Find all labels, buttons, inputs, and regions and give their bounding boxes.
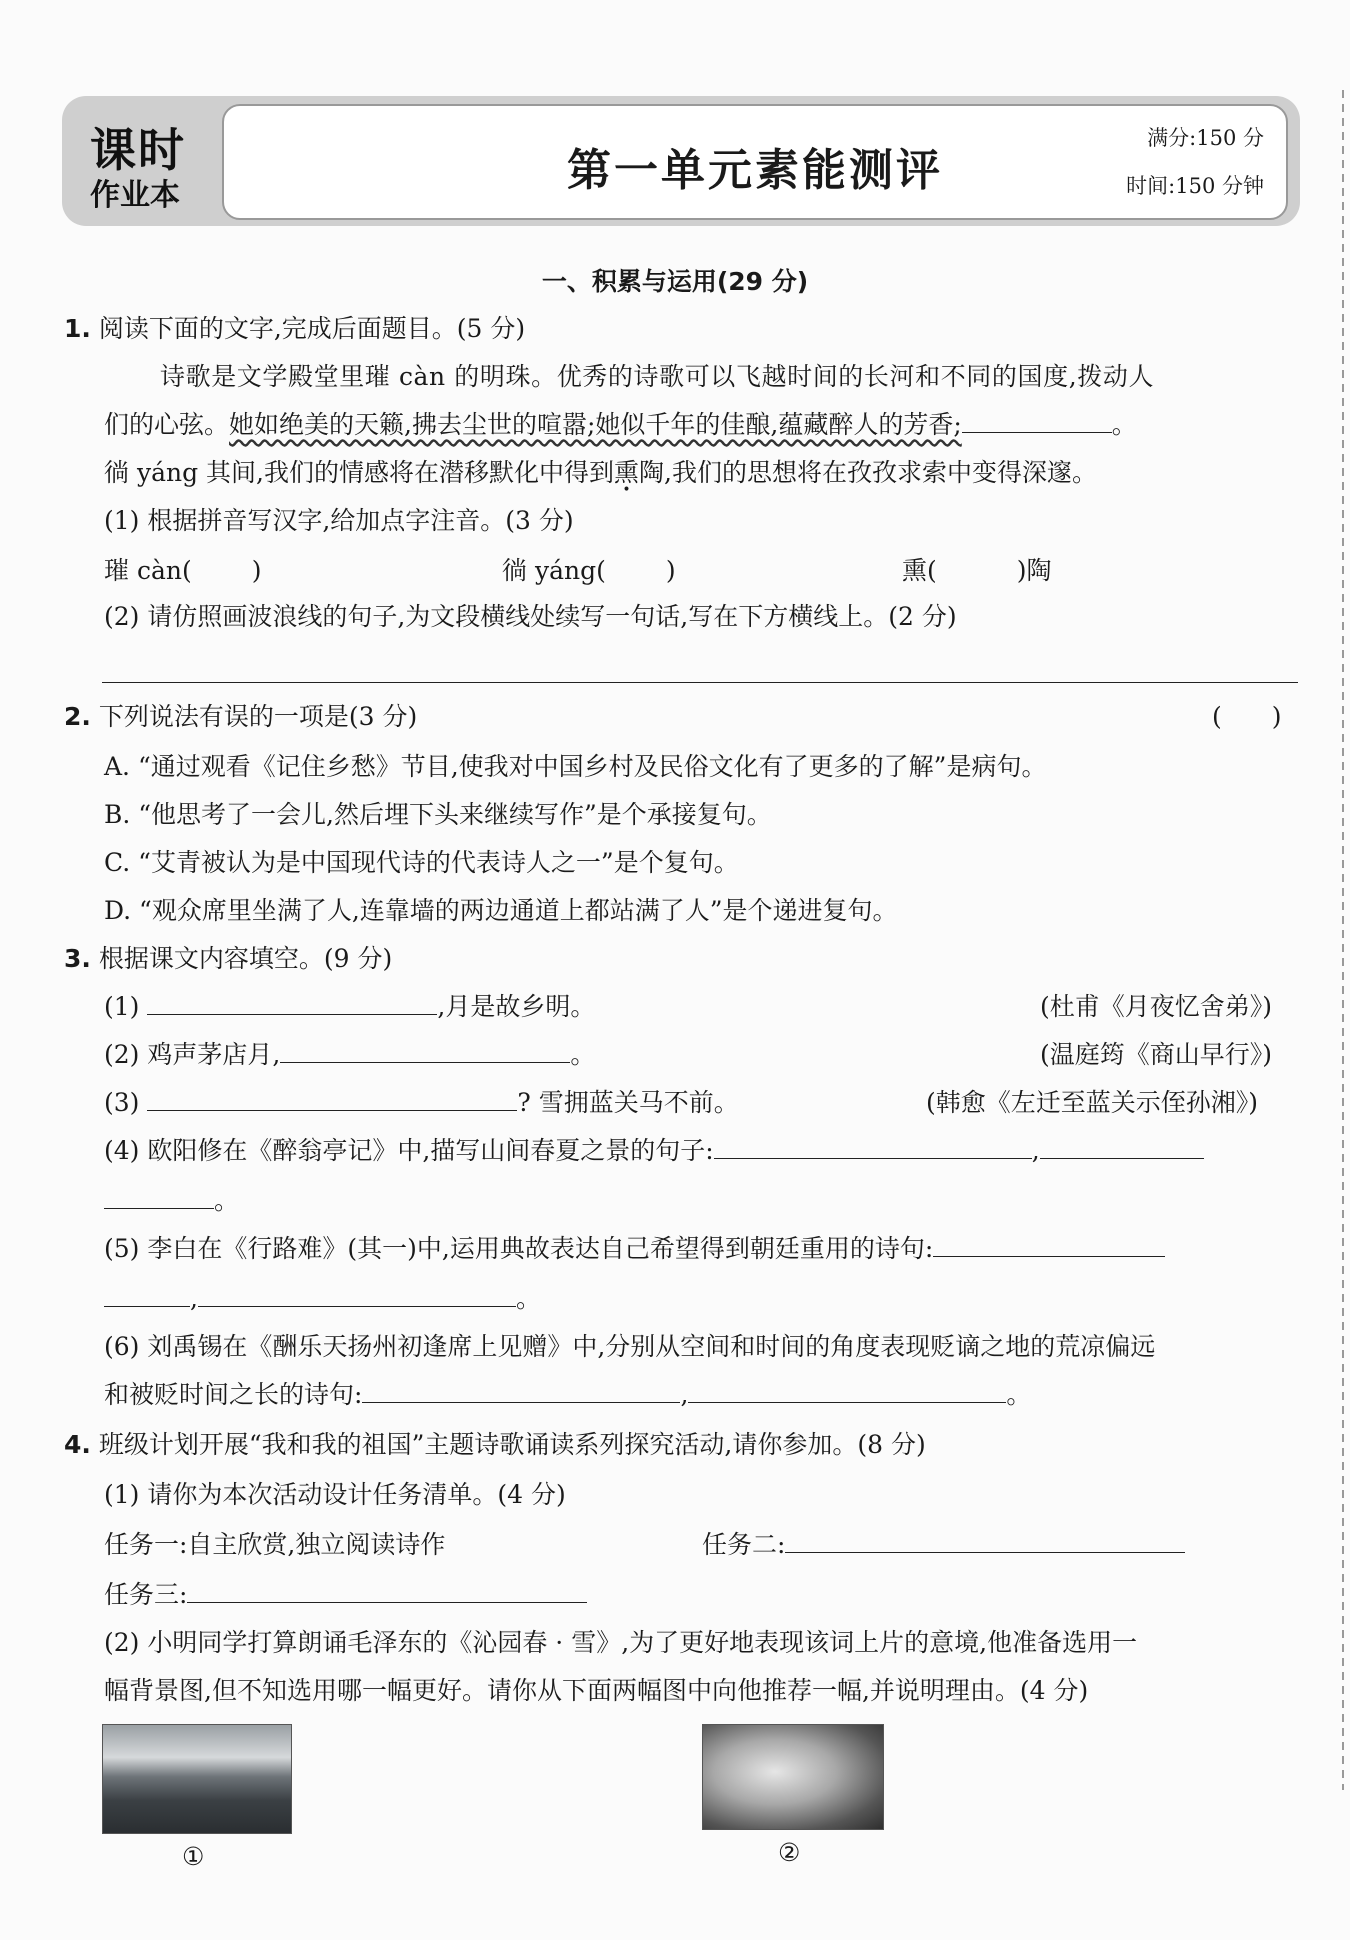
- q3-item5: [104, 1234, 1165, 1264]
- q1-sub2: (2) 请仿照画波浪线的句子,为文段横线处续写一句话,写在下方横线上。(2 分): [104, 602, 957, 631]
- q2-option-d[interactable]: D. “观众席里坐满了人,连靠墙的两边通道上都站满了人”是个递进复句。: [104, 896, 898, 925]
- q3-item4: [104, 1136, 1204, 1166]
- q3-item5-blank3[interactable]: [198, 1284, 516, 1307]
- image-2-label: ②: [778, 1838, 801, 1867]
- q1-p2-start: 们的心弦。: [104, 410, 230, 439]
- q3-item4-end: 。: [214, 1186, 240, 1215]
- q3-item2-end: 。: [570, 1040, 596, 1069]
- q3-item4-blank2[interactable]: [1040, 1136, 1204, 1159]
- q3-item5-cont: [104, 1284, 541, 1314]
- q4-sub2-line2: 幅背景图,但不知选用哪一幅更好。请你从下面两幅图中向他推荐一幅,并说明理由。(4 分): [104, 1676, 1089, 1705]
- q4-task1: 任务一:自主欣赏,独立阅读诗作: [104, 1530, 446, 1559]
- q1-stem: [64, 314, 525, 344]
- time-limit: 时间:150 分钟: [1126, 174, 1264, 198]
- q3-item4-text: (4) 欧阳修在《醉翁亭记》中,描写山间春夏之景的句子:: [104, 1136, 714, 1165]
- q3-item2: [104, 1040, 595, 1070]
- title-box: [222, 104, 1288, 220]
- q3-item5-comma: ,: [190, 1284, 198, 1313]
- q3-item3-label: (3): [104, 1088, 140, 1117]
- q2-number: 2.: [64, 702, 91, 731]
- q3-item4-blank1[interactable]: [714, 1136, 1032, 1159]
- q3-item6: (6) 刘禹锡在《酬乐天扬州初逢席上见赠》中,分别从空间和时间的角度表现贬谪之地的荒凉偏远: [104, 1332, 1156, 1361]
- q1-answer-line[interactable]: [102, 682, 1298, 683]
- q3-item2-blank[interactable]: [280, 1040, 570, 1063]
- section-heading: 一、积累与运用(29 分): [541, 267, 809, 296]
- q3-item6-comma: ,: [680, 1380, 689, 1409]
- q1-p2-end: 。: [1111, 410, 1137, 439]
- q3-item4-comma: ,: [1031, 1136, 1040, 1165]
- q4-sub2-line1: (2) 小明同学打算朗诵毛泽东的《沁园春 · 雪》,为了更好地表现该词上片的意境,他准备选用一: [104, 1628, 1138, 1657]
- q3-item1-blank[interactable]: [147, 992, 437, 1015]
- q4-sub1: (1) 请你为本次活动设计任务清单。(4 分): [104, 1480, 566, 1509]
- background-image-1[interactable]: [102, 1724, 292, 1834]
- background-image-2[interactable]: [702, 1724, 884, 1830]
- q3-item1: [104, 992, 595, 1022]
- q3-item2-text: (2) 鸡声茅店月,: [104, 1040, 281, 1069]
- q3-item6-end: 。: [1006, 1380, 1032, 1409]
- q2-stem: [64, 702, 417, 732]
- q3-item4-cont: [104, 1186, 239, 1216]
- q2-option-b[interactable]: B. “他思考了一会儿,然后埋下头来继续写作”是个承接复句。: [104, 800, 772, 829]
- q3-item5-text: (5) 李白在《行路难》(其一)中,运用典故表达自己希望得到朝廷重用的诗句:: [104, 1234, 934, 1263]
- q3-item2-source: (温庭筠《商山早行》): [1040, 1040, 1273, 1069]
- q1-blank-can-open: 璀 càn(: [104, 556, 192, 585]
- q3-item5-blank1[interactable]: [933, 1234, 1165, 1257]
- q3-item6-blank1[interactable]: [362, 1380, 680, 1403]
- q1-p3-b: 陶,我们的思想将在孜孜求索中变得深邃。: [639, 458, 1097, 487]
- q1-blank-xun-close: )陶: [1016, 556, 1052, 585]
- brand-top-text: 课时: [90, 123, 186, 177]
- q1-blank-can[interactable]: [104, 556, 261, 586]
- q3-item1-source: (杜甫《月夜忆舍弟》): [1040, 992, 1273, 1021]
- q3-item1-text: ,月是故乡明。: [437, 992, 596, 1021]
- q3-item5-end: 。: [515, 1284, 541, 1313]
- full-score: 满分:150 分: [1147, 126, 1264, 150]
- q1-number: 1.: [64, 314, 91, 343]
- q3-stem-text: 根据课文内容填空。(9 分): [98, 944, 393, 973]
- q2-option-c[interactable]: C. “艾青被认为是中国现代诗的代表诗人之一”是个复句。: [104, 848, 739, 877]
- q3-item3: [104, 1088, 739, 1118]
- q4-stem-text: 班级计划开展“我和我的祖国”主题诗歌诵读系列探究活动,请你参加。(8 分): [98, 1430, 926, 1459]
- q3-number: 3.: [64, 944, 91, 973]
- q1-blank-can-close: ): [251, 556, 262, 585]
- image-1-label: ①: [182, 1842, 205, 1871]
- q1-stem-text: 阅读下面的文字,完成后面题目。(5 分): [98, 314, 526, 343]
- brand-logo: [76, 106, 234, 216]
- q2-stem-text: 下列说法有误的一项是(3 分): [98, 702, 418, 731]
- binding-edge: [1342, 90, 1344, 1790]
- q4-number: 4.: [64, 1430, 91, 1459]
- q3-item6-blank2[interactable]: [688, 1380, 1006, 1403]
- q1-sub1: (1) 根据拼音写汉字,给加点字注音。(3 分): [104, 506, 574, 535]
- q3-item1-label: (1): [104, 992, 140, 1021]
- q3-item3-source: (韩愈《左迁至蓝关示侄孙湘》): [926, 1088, 1259, 1117]
- q1-continuation-blank[interactable]: [962, 410, 1112, 433]
- q3-stem: [64, 944, 392, 974]
- q4-task3-label: 任务三:: [104, 1580, 188, 1609]
- q1-paragraph-line3: [104, 458, 1097, 488]
- q1-blank-yang-open: 徜 yáng(: [502, 556, 606, 585]
- q4-task3-blank[interactable]: [187, 1580, 587, 1603]
- q3-item3-text: ? 雪拥蓝关马不前。: [517, 1088, 739, 1117]
- q4-task3: [104, 1580, 587, 1610]
- q1-wavy-sentence: 她如绝美的天籁,拂去尘世的喧嚣;她似千年的佳酿,蕴藏醉人的芳香;: [229, 410, 962, 439]
- q2-option-a[interactable]: A. “通过观看《记住乡愁》节目,使我对中国乡村及民俗文化有了更多的了解”是病句。: [104, 752, 1047, 781]
- q3-item4-blank3[interactable]: [104, 1186, 214, 1209]
- q1-blank-yang[interactable]: [502, 556, 676, 586]
- q4-stem: [64, 1430, 926, 1460]
- q4-task2-label: 任务二:: [702, 1530, 786, 1559]
- q1-paragraph-line1: 诗歌是文学殿堂里璀 càn 的明珠。优秀的诗歌可以飞越时间的长河和不同的国度,拨动人: [160, 362, 1155, 391]
- q3-item5-blank2[interactable]: [104, 1284, 190, 1307]
- q2-answer-paren[interactable]: ( ): [1212, 702, 1282, 731]
- q4-task2-blank[interactable]: [785, 1530, 1185, 1553]
- q3-item3-blank[interactable]: [147, 1088, 517, 1111]
- q1-p3-a: 徜 yáng 其间,我们的情感将在潜移默化中得到: [104, 458, 614, 487]
- q1-paragraph-line2: [104, 410, 1137, 440]
- brand-bottom-text: 作业本: [90, 178, 180, 213]
- q1-dotted-char: 熏: [613, 458, 639, 487]
- q1-blank-xun[interactable]: [902, 556, 1052, 586]
- q4-task2: [702, 1530, 1185, 1560]
- q1-blank-yang-close: ): [665, 556, 676, 585]
- q3-item6-cont: [104, 1380, 1031, 1410]
- q3-item6-text: 和被贬时间之长的诗句:: [104, 1380, 363, 1409]
- q1-blank-xun-open: 熏(: [902, 556, 937, 585]
- page-title: 第一单元素能测评: [567, 145, 943, 196]
- header-banner: [62, 96, 1300, 226]
